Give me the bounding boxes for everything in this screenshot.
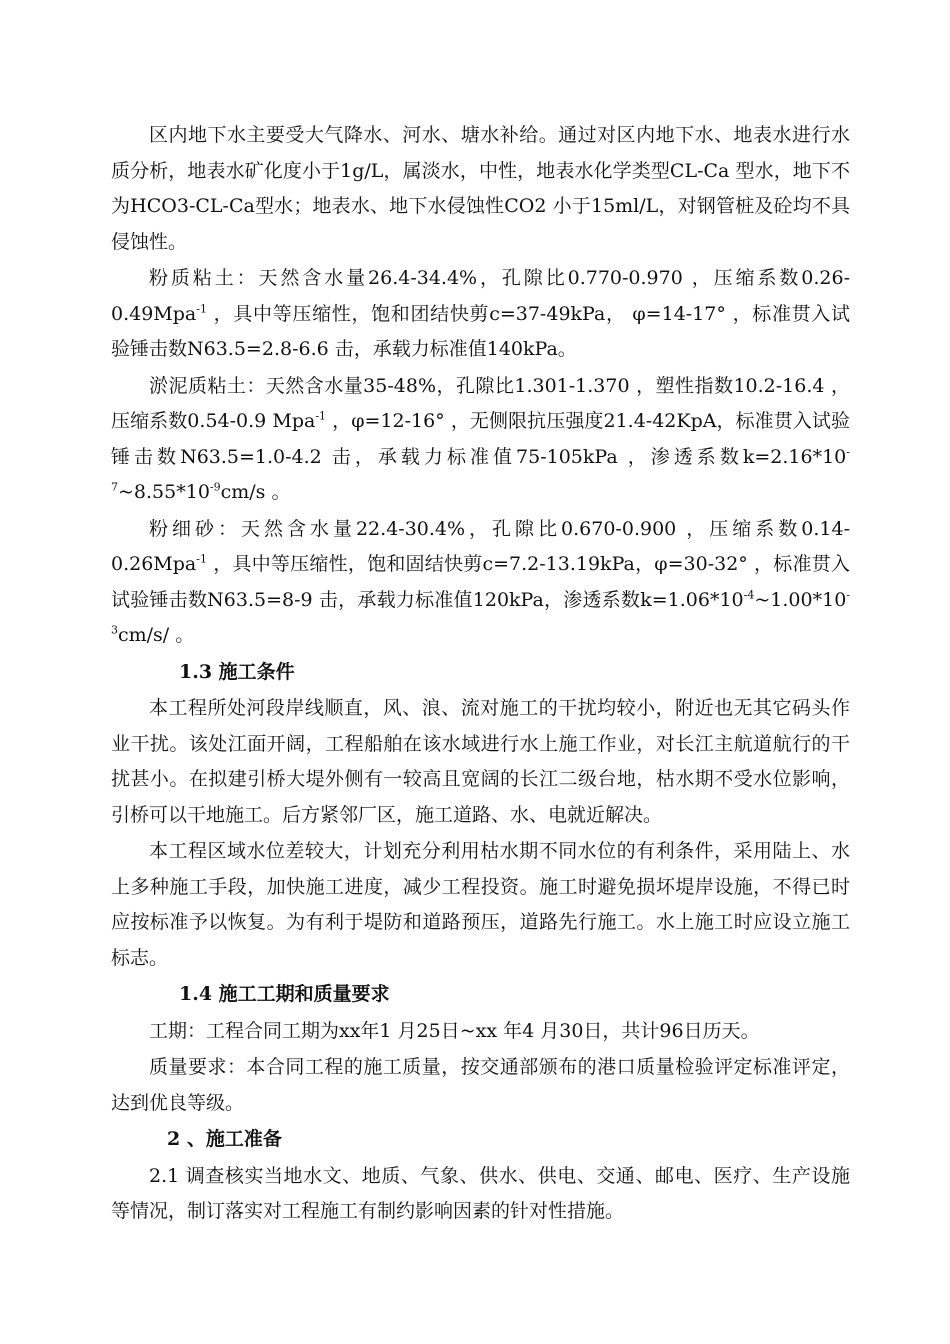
- fine-sand-paragraph: 粉细砂：天然含水量22.4-30.4%，孔隙比0.670-0.900 ，压缩系数0.14-0.26Mpa$^{-1}$ ，具中等压缩性，饱和固结快剪c=7.2-13.19kPa，φ=30-32° ，标准贯入试验锤击数N63.5=8-9 击，承载力标准值120kPa，渗透系数$k=1.06*10^{-4}\sim 1.00*10^{-3}cm/s/$ 。: [111, 517, 850, 646]
- groundwater-paragraph: 区内地下水主要受大气降水、河水、塘水补给。通过对区内地下水、地表水进行水质分析，地表水矿化度小于1g/L，属淡水，中性，地表水化学类型CL-Ca 型水，地下不为HCO3-CL-Ca型水；地表水、地下水侵蚀性CO2 小于15ml/L，对钢管桩及砼均不具侵蚀性。: [111, 124, 850, 253]
- silty-clay-paragraph: 粉质粘土：天然含水量26.4-34.4%，孔隙比0.770-0.970 ，压缩系数0.26-0.49Mpa$^{-1}$ ，具中等压缩性，饱和团结快剪c=37-49kPa， φ=14-17° ，标准贯入试验锤击数N63.5=2.8-6.6 击，承载力标准值140kPa。: [111, 267, 850, 360]
- survey-paragraph: 2.1 调查核实当地水文、地质、气象、供水、供电、交通、邮电、医疗、生产设施等情况，制订落实对工程施工有制约影响因素的针对性措施。: [111, 1164, 850, 1222]
- site-conditions-paragraph: 本工程所处河段岸线顺直，风、浪、流对施工的干扰均较小，附近也无其它码头作业干扰。该处江面开阔，工程船舶在该水域进行水上施工作业，对长江主航道航行的干扰甚小。在拟建引桥大堤外侧有一较高且宽阔的长江二级台地，枯水期不受水位影响，引桥可以干地施工。后方紧邻厂区，施工道路、水、电就近解决。: [111, 697, 850, 826]
- muddy-clay-paragraph: 淤泥质粘土：天然含水量35-48%，孔隙比1.301-1.370 ，塑性指数10.2-16.4 ，压缩系数0.54-0.9 Mpa$^{-1}$ ，φ=12-16° ，无侧限抗压强度21.4-42KpA，标准贯入试验锤击数N63.5=1.0-4.2 击，承载力标准值75-105kPa ，渗透系数$k=2.16*10^{-7}\sim 8.55*10^{-9}cm/s$ 。: [111, 374, 850, 503]
- schedule-paragraph: 工期：工程合同工期为xx年1 月25日~xx 年4 月30日，共计96日历天。: [149, 1019, 760, 1042]
- section-2-heading: 2 、施工准备: [167, 1128, 282, 1150]
- water-level-paragraph: 本工程区域水位差较大，计划充分利用枯水期不同水位的有利条件，采用陆上、水上多种施工手段，加快施工进度，减少工程投资。施工时避免损坏堤岸设施，不得已时应按标准予以恢复。为有利于堤防和道路预压，道路先行施工。水上施工时应设立施工标志。: [111, 840, 850, 969]
- quality-paragraph: 质量要求：本合同工程的施工质量，按交通部颁布的港口质量检验评定标准评定，达到优良等级。: [111, 1056, 850, 1114]
- section-1-4-heading: 1.4 施工工期和质量要求: [179, 983, 390, 1005]
- section-1-3-heading: 1.3 施工条件: [179, 660, 295, 683]
